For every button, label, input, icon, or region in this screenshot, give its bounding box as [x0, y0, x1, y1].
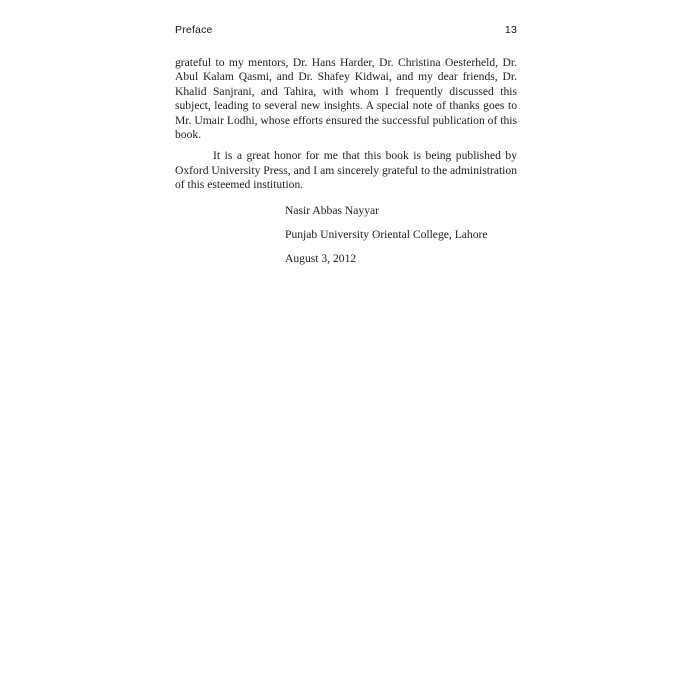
page-number: 13 [504, 24, 517, 36]
header-title: Preface [175, 24, 213, 36]
signature-affiliation: Punjab University Oriental College, Lahore [285, 227, 488, 241]
page-content [175, 24, 517, 276]
signature-date: August 3, 2012 [285, 251, 357, 265]
paragraph-acknowledgement: It is a great honor for me that this book is being published by Oxford University Press, and I am sincerely grateful to the administration of this esteemed institution. [175, 149, 517, 192]
body-text [175, 56, 517, 193]
signature-name: Nasir Abbas Nayyar [285, 203, 380, 217]
running-header [175, 24, 517, 36]
paragraph-continuation: grateful to my mentors, Dr. Hans Harder, Dr. Christina Oesterheld, Dr. Abul Kalam Qasmi, and Dr. Shafey Kidwai, and my dear friends, Dr. Khalid Sanjrani, and Tahira, with whom I frequently discussed this subject, leading to several new insights. A special note of thanks goes to Mr. Umair Lodhi, whose efforts ensured the successful publication of this book. [175, 56, 517, 142]
signature-block [285, 204, 517, 266]
